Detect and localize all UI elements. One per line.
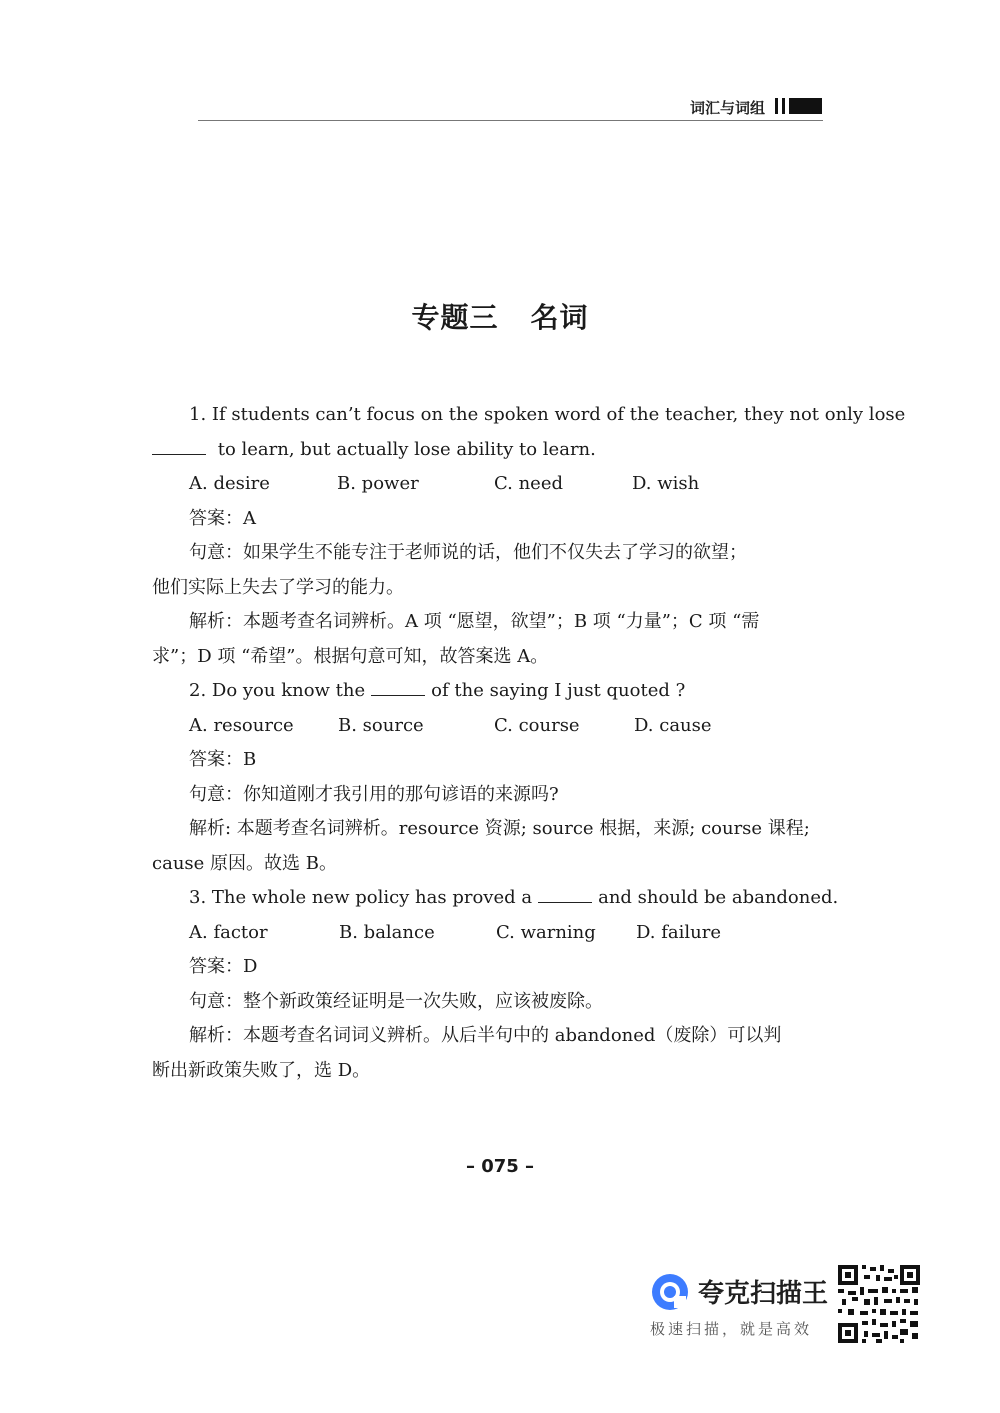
header-section-title: 词汇与词组 — [689, 99, 765, 117]
q3-answer: 答案：D — [189, 956, 258, 977]
q1-option-c: C. need — [494, 473, 563, 494]
q2-meaning-line1: 句意：你知道刚才我引用的那句谚语的来源吗? — [189, 783, 559, 805]
title-sub: 名词 — [530, 301, 589, 334]
page-title — [0, 296, 1000, 336]
q3-analysis-line2: 断出新政策失败了，选 D。 — [152, 1059, 371, 1081]
q3-stem-before: 3. The whole new policy has proved a — [189, 887, 533, 908]
q2-stem — [152, 674, 832, 709]
q3-options — [152, 916, 832, 951]
q2-option-c: C. course — [494, 714, 580, 736]
q3-analysis-line1: 解析：本题考查名词词义辨析。从后半句中的 abandoned（废除）可以判 — [189, 1025, 782, 1046]
answer-blank — [152, 436, 206, 455]
page-number: – 075 – — [465, 1156, 535, 1177]
q3-meaning-line1: 句意：整个新政策经证明是一次失败，应该被废除。 — [189, 990, 603, 1012]
q2-answer: 答案：B — [189, 749, 257, 770]
q2-analysis-line1: 解析: 本题考查名词辨析。resource 资源; source 根据，来源; course 课程; — [189, 818, 810, 839]
scanner-logo-icon — [650, 1272, 690, 1312]
q3-stem — [152, 881, 839, 916]
q3-option-d: D. failure — [636, 921, 721, 943]
q1-meaning-line1: 句意：如果学生不能专注于老师说的话，他们不仅失去了学习的欲望； — [189, 542, 747, 563]
watermark-slogan: 极速扫描，就是高效 — [650, 1320, 813, 1338]
watermark-brand: 夸克扫描王 — [698, 1279, 829, 1309]
q3-option-a: A. factor — [189, 921, 268, 943]
answer-blank — [371, 677, 425, 696]
q2-option-d: D. cause — [634, 714, 712, 736]
title-main: 专题三 — [411, 301, 499, 334]
q1-analysis-line2: 求”；D 项 “希望”。根据句意可知，故答案选 A。 — [152, 645, 549, 667]
q3-option-b: B. balance — [339, 921, 435, 943]
header-decoration — [775, 96, 823, 116]
q1-option-d: D. wish — [632, 473, 700, 494]
q2-analysis-line2: cause 原因。故选 B。 — [152, 852, 337, 874]
q1-answer: 答案：A — [189, 507, 256, 529]
q1-option-a: A. desire — [189, 473, 270, 494]
question-list — [152, 398, 906, 1088]
q1-analysis-line1: 解析：本题考查名词辨析。A 项 “愿望，欲望”；B 项 “力量”；C 项 “需 — [189, 611, 760, 632]
q1-options — [152, 467, 832, 502]
q2-options — [152, 709, 832, 744]
running-header — [198, 93, 823, 123]
q2-stem-after: of the saying I just quoted ? — [431, 680, 686, 701]
q3-option-c: C. warning — [496, 921, 596, 943]
q1-stem-line2 — [152, 433, 832, 468]
q2-stem-before: 2. Do you know the — [189, 680, 366, 701]
q1-meaning-line2: 他们实际上失去了学习的能力。 — [152, 576, 404, 598]
q1-stem-line1: 1. If students can’t focus on the spoken word of the teacher, they not only lose — [189, 404, 906, 425]
q2-option-b: B. source — [338, 714, 424, 736]
q2-option-a: A. resource — [189, 714, 294, 736]
answer-blank — [538, 884, 592, 903]
q1-option-b: B. power — [337, 473, 419, 494]
qr-code-icon — [838, 1265, 920, 1343]
header-rule — [198, 120, 823, 121]
q1-stem-line2-text: to learn, but actually lose ability to learn. — [217, 438, 596, 460]
q3-stem-after: and should be abandoned. — [598, 887, 839, 908]
